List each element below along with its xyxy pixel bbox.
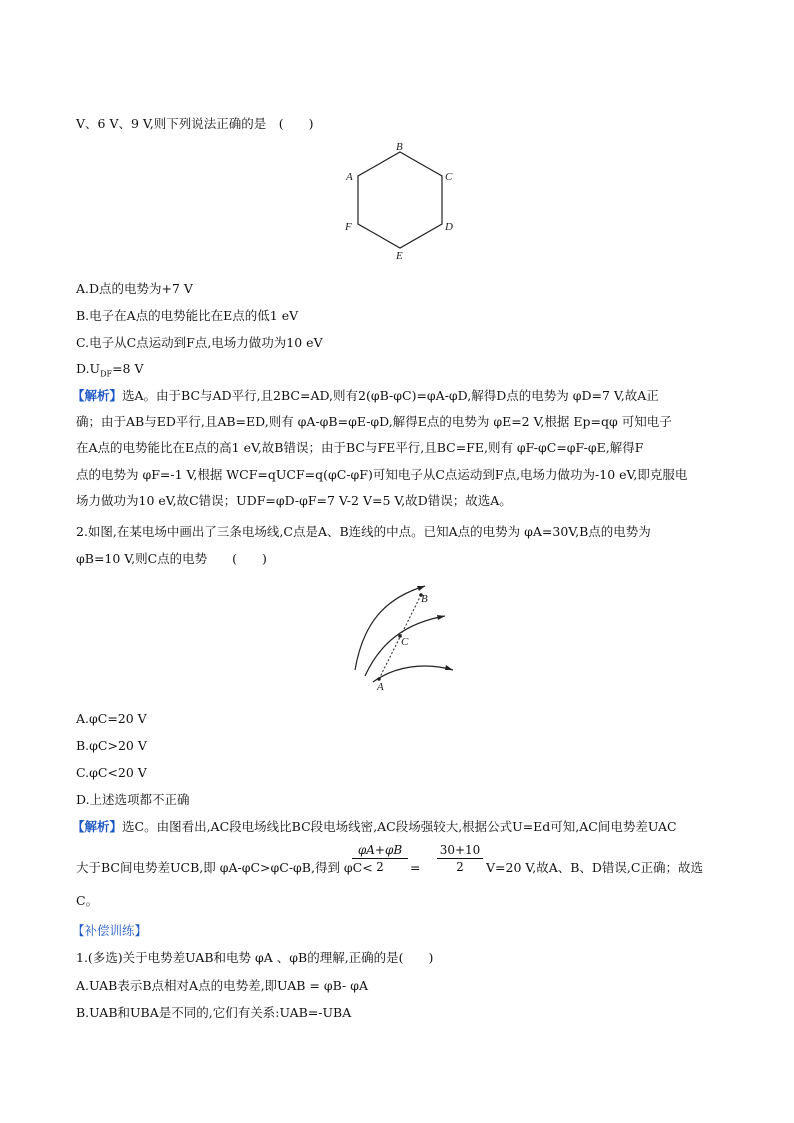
hex-label-A: A [346,171,353,183]
q1-option-a: A.D点的电势为+7 V [76,281,193,296]
fraction-equals: = [410,860,421,875]
hex-label-E: E [396,250,403,262]
analysis-tag: 【解析】 [72,388,123,403]
q1-analysis-line-5: 场力做功为10 eV,故C错误；UDF=φD-φF=7 V-2 V=5 V,故D错误；故选A。 [76,493,512,508]
q2-option-d: D.上述选项都不正确 [76,792,190,807]
fig-label-C: C [401,636,409,648]
supplement-heading: 【补偿训练】 [72,923,148,938]
q1-analysis-line-4: 点的电势为 φF=-1 V,根据 WCF=qUCF=q(φC-φF)可知电子从C点运动到F点,电场力做功为-10 eV,即克服电 [76,467,688,482]
hexagon-figure [340,140,460,265]
q2-stem-line-1: 2.如图,在某电场中画出了三条电场线,C点是A、B连线的中点。已知A点的电势为 φA=30V,B点的电势为 [76,524,651,539]
field-lines-figure [345,578,465,696]
fig-label-A: A [377,681,384,693]
analysis-tag: 【解析】 [72,819,123,834]
q2-analysis-line-1: 【解析】选C。由图看出,AC段电场线比BC段电场线密,AC段场强较大,根据公式U=Ed可知,AC间电势差UAC [72,819,677,834]
q2-option-b: B.φC>20 V [76,738,147,753]
supplement-option-b: B.UAB和UBA是不同的,它们有关系:UAB=-UBA [76,1005,352,1020]
q1-option-d: $D.U_{DF}=8$ V [76,361,144,379]
fraction-values: 30+10 2 [437,843,483,874]
hex-label-D: D [445,221,453,233]
q1-option-c: C.电子从C点运动到F点,电场力做功为10 eV [76,335,323,350]
q2-stem-line-2: φB=10 V,则C点的电势 ( ) [76,551,267,566]
supplement-option-a: A.UAB表示B点相对A点的电势差,即UAB = φB- φA [76,978,368,993]
q2-analysis-line-3: C。 [76,893,99,908]
q1-option-b: B.电子在A点的电势能比在E点的低1 eV [76,308,299,323]
fraction-phi: φA+φB 2 [352,843,408,874]
q1-analysis-line-2: 确；由于AB与ED平行,且AB=ED,则有 φA-φB=φE-φD,解得E点的电势为 φE=2 V,根据 Ep=qφ 可知电子 [76,414,672,429]
fig-label-B: B [421,593,428,605]
q1-stem-tail: V、6 V、9 V,则下列说法正确的是 ( ) [76,116,314,131]
hex-label-C: C [445,171,453,183]
q2-option-a: A.φC=20 V [76,711,147,726]
q2-option-c: C.φC<20 V [76,765,147,780]
q1-analysis-line-1: 【解析】选A。由于BC与AD平行,且2BC=AD,则有2(φB-φC)=φA-φD,解得D点的电势为 φD=7 V,故A正 [72,388,659,403]
hex-label-F: F [345,221,352,233]
q2-analysis-line-2-before: 大于BC间电势差UCB,即 φA-φC>φC-φB,得到 φC< [76,860,373,875]
supplement-q1-stem: 1.(多选)关于电势差UAB和电势 φA 、φB的理解,正确的是( ) [76,950,434,965]
hex-label-B: B [396,141,403,153]
q2-analysis-line-2-after: V=20 V,故A、B、D错误,C正确；故选 [486,860,703,875]
q1-analysis-line-3: 在A点的电势能比在E点的高1 eV,故B错误；由于BC与FE平行,且BC=FE,则有 φF-φC=φF-φE,解得F [76,440,644,455]
